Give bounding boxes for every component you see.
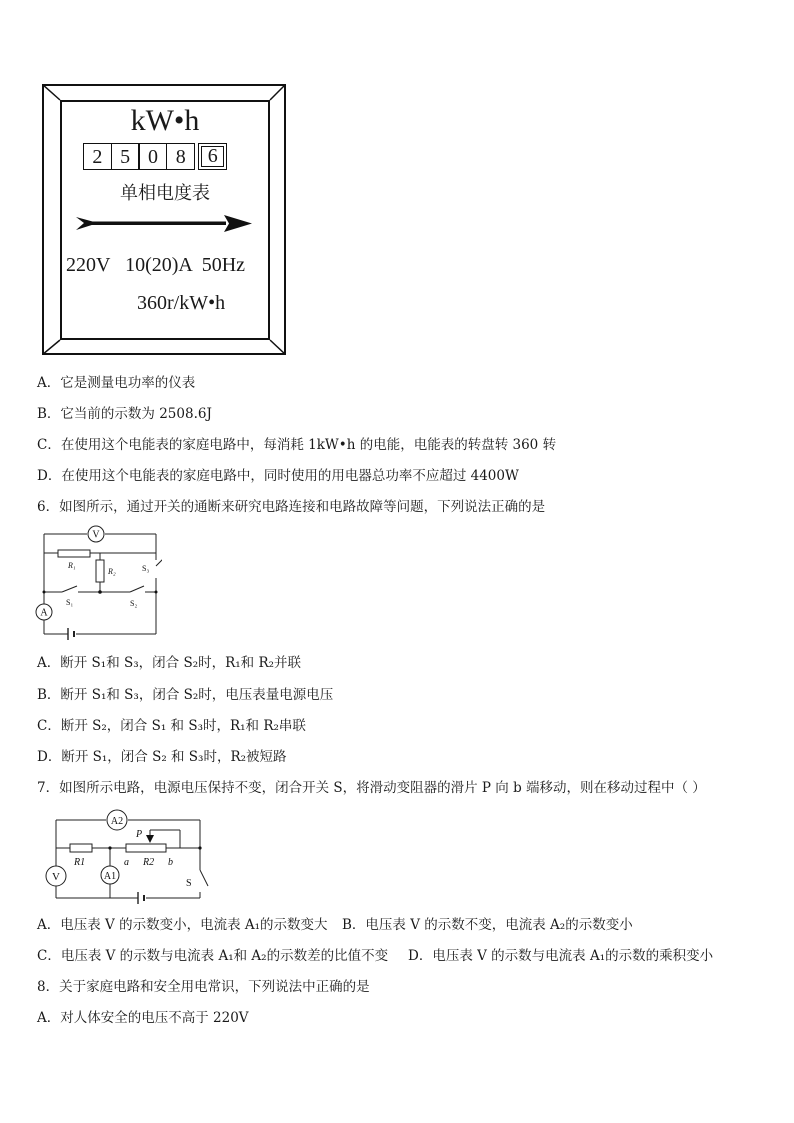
q6-option-c: C．断开 S₂，闭合 S₁ 和 S₃时，R₁和 R₂串联: [37, 718, 306, 734]
q6-voltmeter-label: V: [92, 529, 100, 541]
q7-b-end-label: b: [168, 857, 173, 868]
meter-spec: 220V 10(20)A 50Hz: [66, 254, 246, 276]
q8-stem: 8．关于家庭电路和安全用电常识，下列说法中正确的是: [37, 979, 370, 995]
meter-unit: kW•h: [130, 104, 200, 137]
q7-s-label: S: [186, 878, 192, 889]
meter-decimal-digit: 6: [198, 143, 227, 170]
q6-stem: 6．如图所示，通过开关的通断来研究电路连接和电路故障等问题，下列说法正确的是: [37, 499, 546, 515]
q6-circuit-diagram: [32, 522, 162, 642]
q6-option-a: A．断开 S₁和 S₃，闭合 S₂时，R₁和 R₂并联: [37, 655, 302, 671]
q7-option-c: C．电压表 V 的示数与电流表 A₁和 A₂的示数差的比值不变: [37, 948, 389, 964]
meter-digit: 8: [166, 143, 195, 170]
q6-ammeter-label: A: [40, 607, 48, 619]
meter-name: 单相电度表: [120, 183, 210, 204]
q5-option-b: B．它当前的示数为 2508.6J: [37, 406, 212, 422]
q7-stem: 7．如图所示电路，电源电压保持不变，闭合开关 S，将滑动变阻器的滑片 P 向 b 端移动，则在移动过程中（ ）: [37, 780, 706, 796]
q6-s3-label: S₃: [142, 564, 150, 573]
q7-v-label: V: [52, 871, 60, 883]
meter-revolutions: 360r/kW•h: [137, 292, 226, 314]
q7-circuit-diagram: [38, 804, 218, 908]
meter-digit: 2: [83, 143, 112, 170]
q7-p-label: P: [136, 829, 143, 840]
q7-option-b: B．电压表 V 的示数不变，电流表 A₂的示数变小: [342, 917, 633, 933]
q6-r1-label: R₁: [68, 561, 76, 570]
q7-r1-label: R1: [74, 857, 86, 868]
meter-digit: 5: [111, 143, 140, 170]
arrow-icon: [76, 213, 256, 235]
q7-option-a: A．电压表 V 的示数变小，电流表 A₁的示数变大: [37, 917, 328, 933]
q6-r2-label: R₂: [108, 567, 116, 576]
q7-a-end-label: a: [124, 857, 129, 868]
meter-digit: 0: [138, 143, 167, 170]
q7-a2-label: A2: [110, 816, 124, 827]
meter-digits: [84, 143, 227, 170]
q7-r2-label: R2: [143, 857, 155, 868]
q8-option-a: A．对人体安全的电压不高于 220V: [37, 1010, 249, 1026]
q6-s1-label: S₁: [66, 598, 74, 607]
q6-option-d: D．断开 S₁，闭合 S₂ 和 S₃时，R₂被短路: [37, 749, 287, 765]
q5-option-a: A．它是测量电功率的仪表: [37, 375, 196, 391]
q6-s2-label: S₂: [130, 599, 138, 608]
q5-option-d: D．在使用这个电能表的家庭电路中，同时使用的用电器总功率不应超过 4400W: [37, 468, 519, 484]
q5-option-c: C．在使用这个电能表的家庭电路中，每消耗 1kW•h 的电能，电能表的转盘转 360 转: [37, 437, 557, 453]
q7-option-d: D．电压表 V 的示数与电流表 A₁的示数的乘积变小: [408, 948, 714, 964]
q7-a1-label: A1: [103, 871, 117, 882]
q6-option-b: B．断开 S₁和 S₃，闭合 S₂时，电压表量电源电压: [37, 687, 334, 703]
